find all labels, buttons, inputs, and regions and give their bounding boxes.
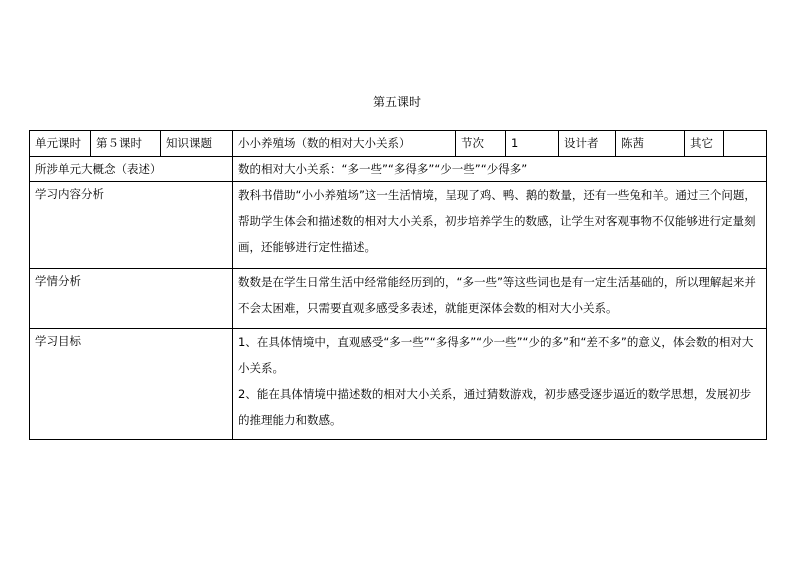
objectives-label: 学习目标: [30, 329, 233, 440]
objective-item-1: 1、在具体情境中，直观感受“多一些”“多得多”“少一些”“少的多”和“差不多”的意义，体会数的相对大小关系。: [238, 335, 754, 375]
section-value: 1: [506, 131, 559, 157]
other-value: [724, 131, 767, 157]
objectives-cell: [233, 329, 767, 440]
content-analysis-label: 学习内容分析: [30, 182, 233, 269]
learner-analysis-text: 数数是在学生日常生活中经常能经历到的，“多一些”等这些词也是有一定生活基础的，所以理解起来并不会太困难，只需要直观多感受多表述，就能更深体会数的相对大小关系。: [233, 269, 767, 329]
objective-item-2: 2、能在具体情境中描述数的相对大小关系，通过猜数游戏，初步感受逐步逼近的数学思想，发展初步的推理能力和数感。: [238, 387, 752, 427]
designer-value: 陈茜: [616, 131, 685, 157]
learner-analysis-label: 学情分析: [30, 269, 233, 329]
big-concept-label: 所涉单元大概念（表述）: [30, 157, 233, 182]
content-analysis-row: [30, 182, 767, 269]
other-label: 其它: [685, 131, 724, 157]
content-analysis-text: 教科书借助“小小养殖场”这一生活情境，呈现了鸡、鸭、鹅的数量，还有一些兔和羊。通过三个问题，帮助学生体会和描述数的相对大小关系，初步培养学生的数感，让学生对客观事物不仅能够进行定量刻画，还能够进行定性描述。: [233, 182, 767, 269]
topic-value: 小小养殖场（数的相对大小关系）: [233, 131, 456, 157]
big-concept-value: 数的相对大小关系：“多一些”“多得多”“少一些”“少得多”: [233, 157, 767, 182]
section-label: 节次: [456, 131, 506, 157]
designer-label: 设计者: [559, 131, 616, 157]
topic-label: 知识课题: [161, 131, 233, 157]
objectives-row: [30, 329, 767, 440]
header-row: [30, 131, 767, 157]
big-concept-row: [30, 157, 767, 182]
unit-lesson-label: 单元课时: [30, 131, 91, 157]
lesson-plan-table: [29, 130, 767, 440]
page-title: 第五课时: [372, 95, 421, 109]
learner-analysis-row: [30, 269, 767, 329]
unit-lesson-value: 第５课时: [91, 131, 161, 157]
